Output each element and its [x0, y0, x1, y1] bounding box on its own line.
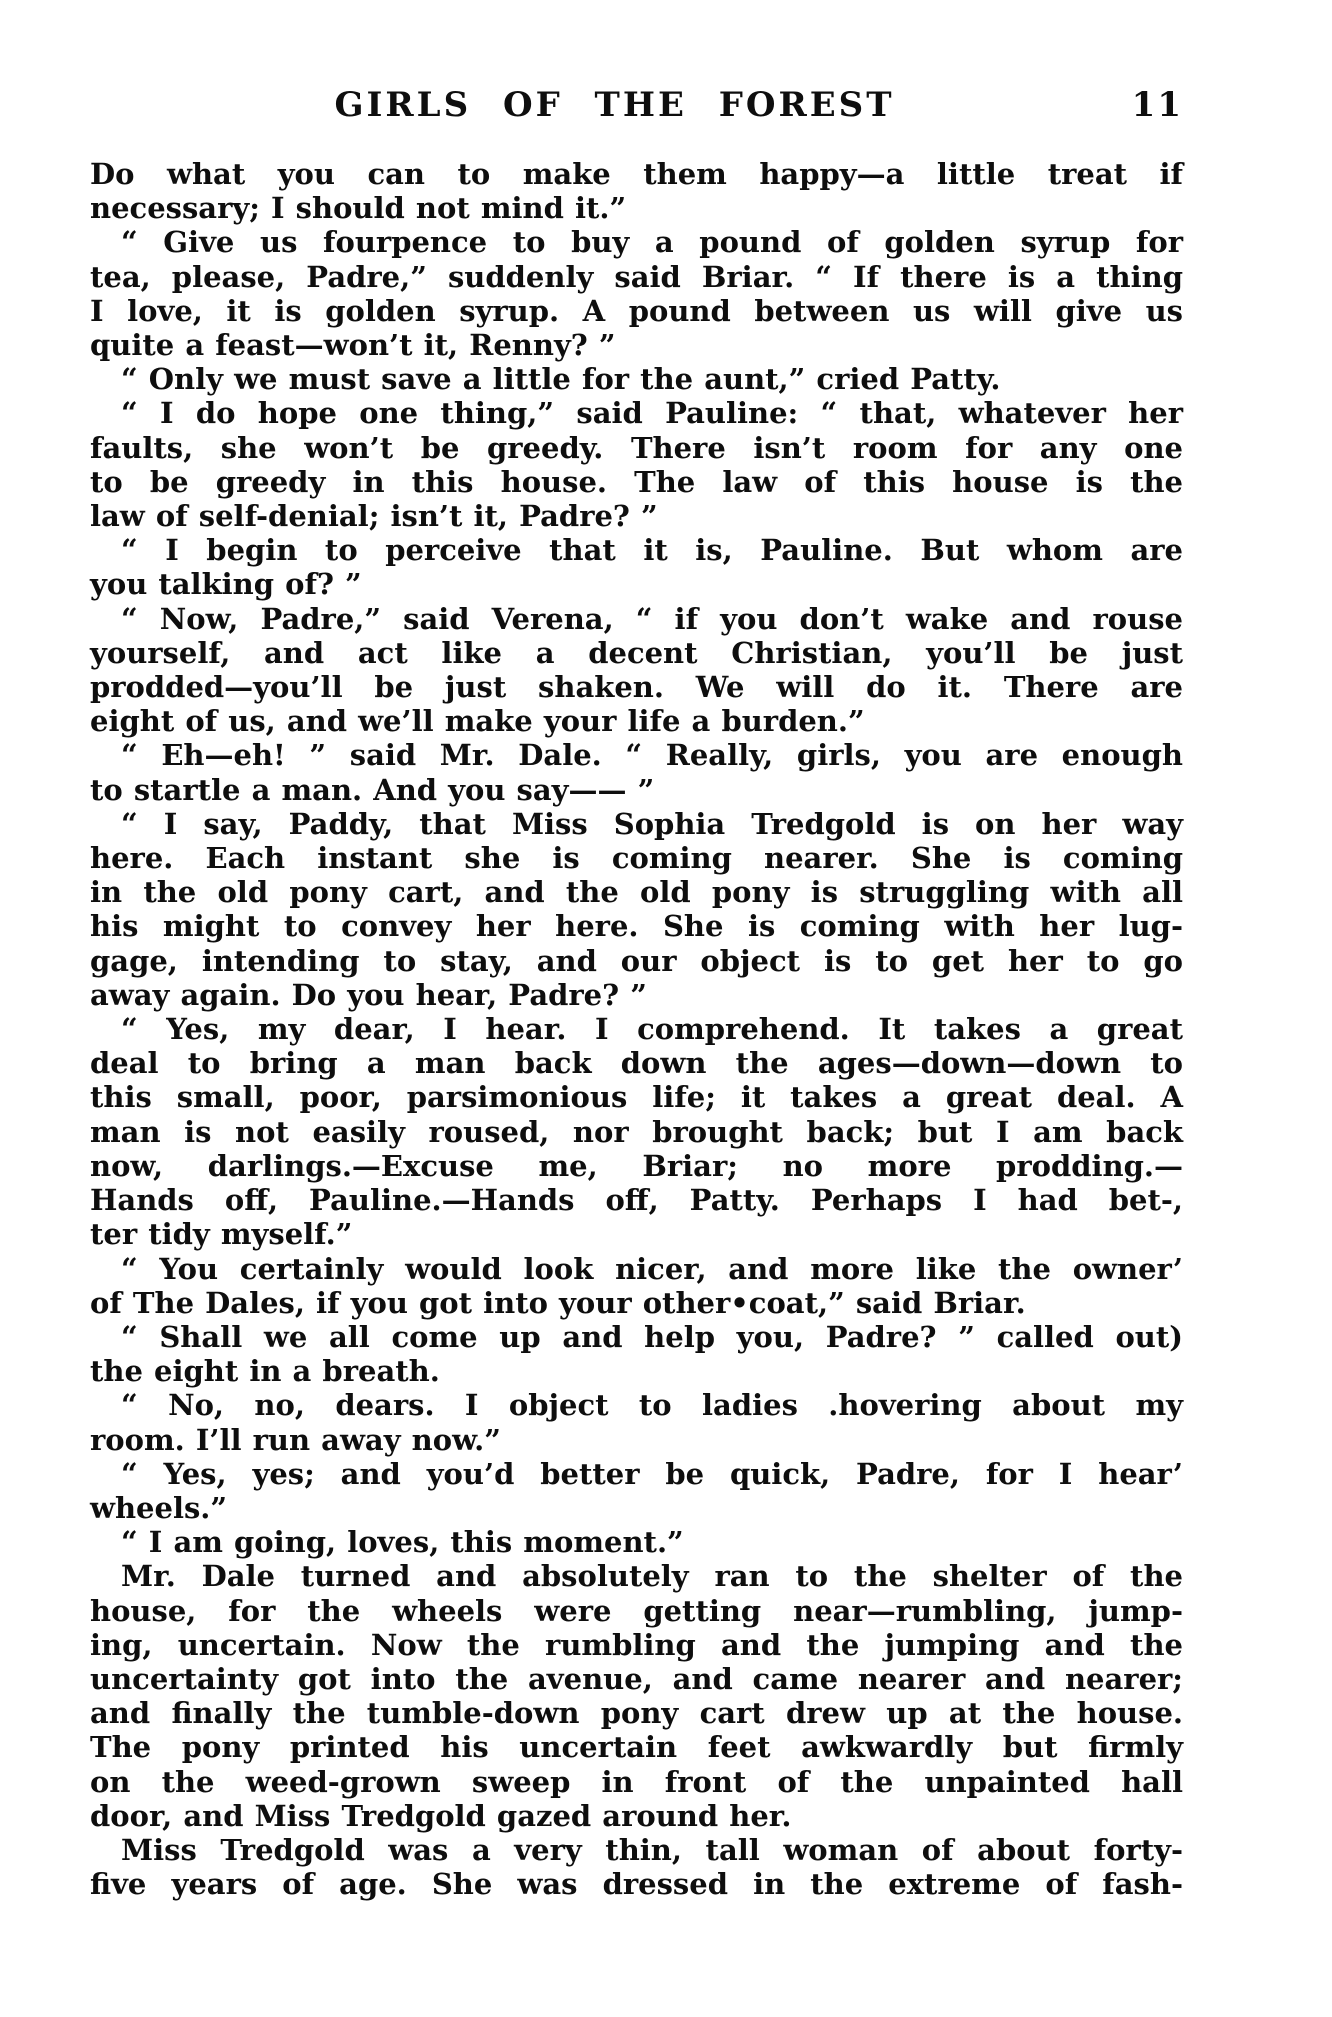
page-body	[90, 157, 1183, 1901]
text-line: this small, poor, parsimonious life; it takes a great deal. A	[90, 1080, 1183, 1115]
text-line: “ Give us fourpence to buy a pound of golden syrup for	[121, 225, 1183, 260]
running-title: GIRLS OF THE FOREST	[334, 85, 895, 125]
text-line: eight of us, and we’ll make your life a burden.”	[90, 704, 865, 739]
text-line: uncertainty got into the avenue, and came nearer and nearer;	[90, 1661, 1183, 1696]
text-line: tea, please, Padre,” suddenly said Briar. “ If there is a thing	[90, 259, 1183, 294]
text-line: on the weed-grown sweep in front of the unpainted hall	[90, 1764, 1183, 1799]
text-line: now, darlings.—Excuse me, Briar; no more prodding.—	[90, 1148, 1183, 1183]
text-line: door, and Miss Tredgold gazed around her.	[90, 1798, 792, 1833]
text-line: ter tidy myself.”	[90, 1217, 353, 1252]
text-line: quite a feast—won’t it, Renny? ”	[90, 328, 616, 363]
text-line: gage, intending to stay, and our object is to get her to go	[90, 943, 1183, 978]
text-line: here. Each instant she is coming nearer. She is coming	[90, 841, 1183, 876]
text-line: “ You certainly would look nicer, and more like the owner’	[121, 1251, 1183, 1286]
text-line: wheels.”	[90, 1490, 228, 1525]
text-line: “ I do hope one thing,” said Pauline: “ that, whatever her	[121, 396, 1183, 431]
text-line: prodded—you’ll be just shaken. We will do it. There are	[90, 670, 1183, 705]
text-line: and finally the tumble-down pony cart drew up at the house.	[90, 1696, 1183, 1731]
page-number: 11	[1131, 85, 1183, 125]
text-line: “ I am going, loves, this moment.”	[121, 1525, 684, 1560]
text-line: “ No, no, dears. I object to ladies .hovering about my	[121, 1388, 1183, 1423]
text-line: of The Dales, if you got into your other•coat,” said Briar.	[90, 1285, 1026, 1320]
text-line: ing, uncertain. Now the rumbling and the jumping and the	[90, 1627, 1183, 1662]
text-line: house, for the wheels were getting near—rumbling, jump-	[90, 1593, 1183, 1628]
text-line: I love, it is golden syrup. A pound between us will give us	[90, 293, 1183, 328]
text-line: “ I say, Paddy, that Miss Sophia Tredgold is on her way	[121, 806, 1183, 841]
text-line: his might to convey her here. She is coming with her lug-	[90, 909, 1183, 944]
text-line: Hands off, Pauline.—Hands off, Patty. Perhaps I had bet-,	[90, 1183, 1183, 1218]
text-line: away again. Do you hear, Padre? ”	[90, 977, 647, 1012]
text-line: to startle a man. And you say—— ”	[90, 772, 655, 807]
text-line: in the old pony cart, and the old pony is struggling with all	[90, 875, 1183, 910]
text-line: law of self-denial; isn’t it, Padre? ”	[90, 499, 658, 534]
text-line: the eight in a breath.	[90, 1354, 440, 1389]
text-line: man is not easily roused, nor brought back; but I am back	[90, 1114, 1183, 1149]
text-line: “ Now, Padre,” said Verena, “ if you don’t wake and rouse	[121, 601, 1183, 636]
text-line: room. I’ll run away now.”	[90, 1422, 501, 1457]
text-line: “ I begin to perceive that it is, Pauline. But whom are	[121, 533, 1183, 568]
text-line: Miss Tredgold was a very thin, tall woman of about forty-	[121, 1832, 1183, 1867]
text-line: “ Only we must save a little for the aunt,” cried Patty.	[121, 362, 1001, 397]
text-line: deal to bring a man back down the ages—down—down to	[90, 1046, 1183, 1081]
text-line: Do what you can to make them happy—a little treat if	[90, 157, 1183, 191]
text-line: Mr. Dale turned and absolutely ran to the shelter of the	[121, 1559, 1183, 1594]
text-line: you talking of? ”	[90, 567, 362, 602]
text-line: necessary; I should not mind it.”	[90, 191, 627, 226]
text-line: to be greedy in this house. The law of this house is the	[90, 464, 1183, 499]
text-line: five years of age. She was dressed in the extreme of fash-	[90, 1867, 1183, 1902]
text-line: “ Yes, yes; and you’d better be quick, Padre, for I hear’	[121, 1456, 1183, 1491]
text-line: The pony printed his uncertain feet awkwardly but firmly	[90, 1730, 1183, 1765]
text-line: “ Eh—eh! ” said Mr. Dale. “ Really, girls, you are enough	[121, 738, 1183, 773]
text-line: yourself, and act like a decent Christian, you’ll be just	[90, 635, 1183, 670]
text-line: faults, she won’t be greedy. There isn’t room for any one	[90, 430, 1183, 465]
page-header	[90, 86, 1183, 128]
text-line: “ Yes, my dear, I hear. I comprehend. It takes a great	[121, 1012, 1183, 1047]
text-line: “ Shall we all come up and help you, Padre? ” called out)	[121, 1319, 1183, 1354]
